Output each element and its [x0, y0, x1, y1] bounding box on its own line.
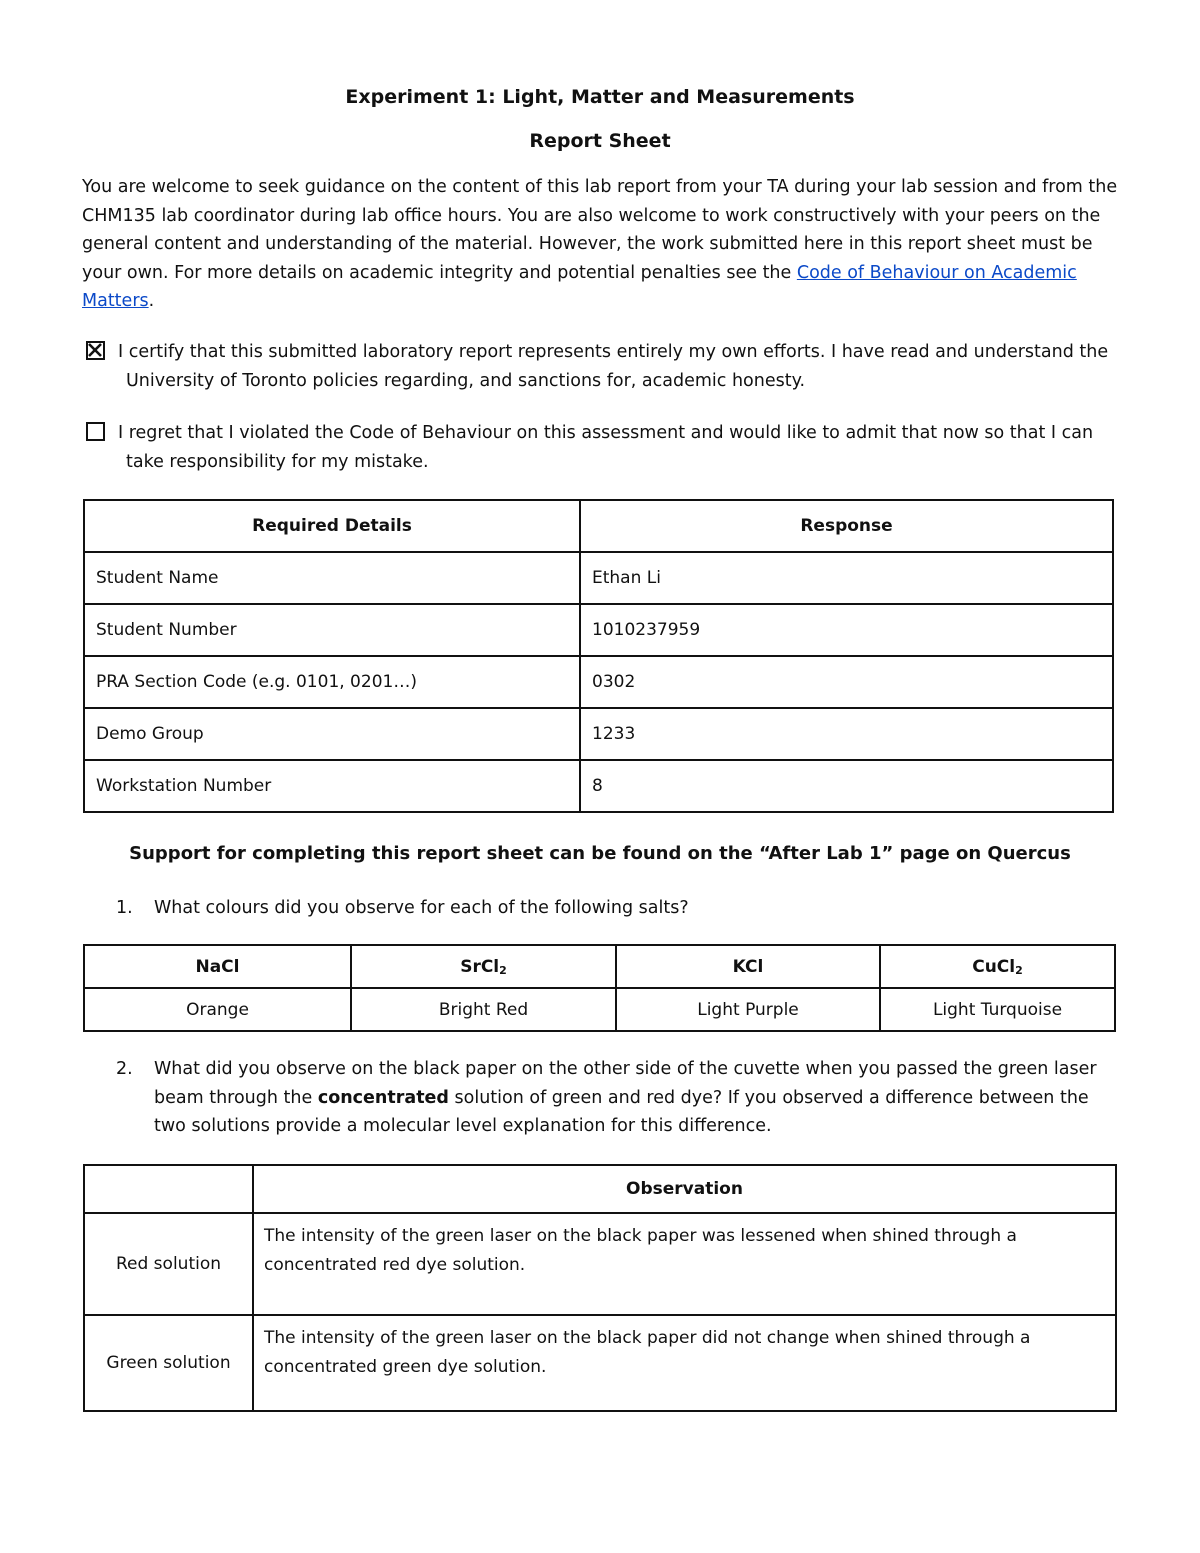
observation-cell[interactable]: The intensity of the green laser on the black paper did not change when shined through a concentrated green dye solution. — [253, 1315, 1116, 1411]
header-response: Response — [580, 500, 1113, 552]
salt-colours-table — [83, 944, 1116, 1032]
salt-header: KCl — [616, 945, 880, 988]
empty-header-cell — [84, 1165, 253, 1213]
salt-colour-cell[interactable]: Light Turquoise — [880, 988, 1115, 1031]
question-text: What did you observe on the black paper on the other side of the cuvette when you passed the green laser beam through the concentrated solution of green and red dye? If you observed a difference between the two solutions provide a molecular level explanation for this difference. — [154, 1059, 1097, 1136]
question-text: What colours did you observe for each of the following salts? — [154, 898, 689, 918]
detail-label: Student Number — [84, 604, 580, 656]
page-title: Experiment 1: Light, Matter and Measurements — [345, 86, 855, 108]
detail-label: Workstation Number — [84, 760, 580, 812]
regret-checkbox[interactable] — [86, 422, 105, 441]
table-header-row — [84, 500, 1113, 552]
row-label: Green solution — [84, 1315, 253, 1411]
salt-colour-cell[interactable]: Orange — [84, 988, 351, 1031]
section-code-value[interactable]: 0302 — [580, 656, 1113, 708]
student-name-value[interactable]: Ethan Li — [580, 552, 1113, 604]
question-1 — [118, 894, 1098, 923]
regret-line-2: take responsibility for my mistake. — [126, 451, 429, 472]
table-row — [84, 760, 1113, 812]
table-header-row — [84, 945, 1115, 988]
salt-colour-cell[interactable]: Bright Red — [351, 988, 616, 1031]
demo-group-value[interactable]: 1233 — [580, 708, 1113, 760]
question-number: 1. — [116, 898, 133, 918]
academic-code-link[interactable]: Code of Behaviour on Academic Matters — [82, 262, 1077, 311]
certify-line-1: I certify that this submitted laboratory report represents entirely my own efforts. I have read and understand the — [118, 342, 1109, 362]
detail-label: PRA Section Code (e.g. 0101, 0201…) — [84, 656, 580, 708]
header-observation: Observation — [253, 1165, 1116, 1213]
observation-cell[interactable]: The intensity of the green laser on the black paper was lessened when shined through a concentrated red dye solution. — [253, 1213, 1116, 1315]
salt-header: NaCl — [84, 945, 351, 988]
question-number: 2. — [116, 1059, 133, 1079]
intro-paragraph — [82, 173, 1122, 316]
regret-line-1: I regret that I violated the Code of Behaviour on this assessment and would like to admit that now so that I can — [118, 423, 1094, 443]
student-number-value[interactable]: 1010237959 — [580, 604, 1113, 656]
table-row — [84, 708, 1113, 760]
table-row — [84, 656, 1113, 708]
table-header-row — [84, 1165, 1116, 1213]
table-row — [84, 988, 1115, 1031]
intro-text: You are welcome to seek guidance on the content of this lab report from your TA during your lab session and from the CHM135 lab coordinator during lab office hours. You are also welcome to work constructively with your peers on the general content and understanding of the material. However, the work submitted here in this report sheet must be your own. For more details on academic integrity and potential penalties see the — [82, 177, 1118, 283]
certify-line-2: University of Toronto policies regarding, and sanctions for, academic honesty. — [126, 370, 806, 391]
certify-checkbox[interactable] — [86, 341, 105, 360]
header-required-details: Required Details — [84, 500, 580, 552]
salt-colour-cell[interactable]: Light Purple — [616, 988, 880, 1031]
regret-statement — [118, 419, 1118, 476]
page-subtitle: Report Sheet — [529, 130, 671, 152]
table-row — [84, 552, 1113, 604]
check-x-icon — [88, 343, 102, 357]
table-row — [84, 1213, 1116, 1315]
row-label: Red solution — [84, 1213, 253, 1315]
table-row — [84, 1315, 1116, 1411]
detail-label: Student Name — [84, 552, 580, 604]
intro-end: . — [148, 291, 155, 311]
table-row — [84, 604, 1113, 656]
certify-statement — [118, 338, 1118, 395]
observation-table — [83, 1164, 1117, 1412]
detail-label: Demo Group — [84, 708, 580, 760]
salt-header: CuCl$_2$ — [880, 945, 1115, 988]
workstation-number-value[interactable]: 8 — [580, 760, 1113, 812]
salt-header: SrCl$_2$ — [351, 945, 616, 988]
required-details-table — [83, 499, 1114, 813]
support-note: Support for completing this report sheet can be found on the “After Lab 1” page on Quercus — [129, 843, 1071, 864]
question-2 — [118, 1055, 1098, 1141]
